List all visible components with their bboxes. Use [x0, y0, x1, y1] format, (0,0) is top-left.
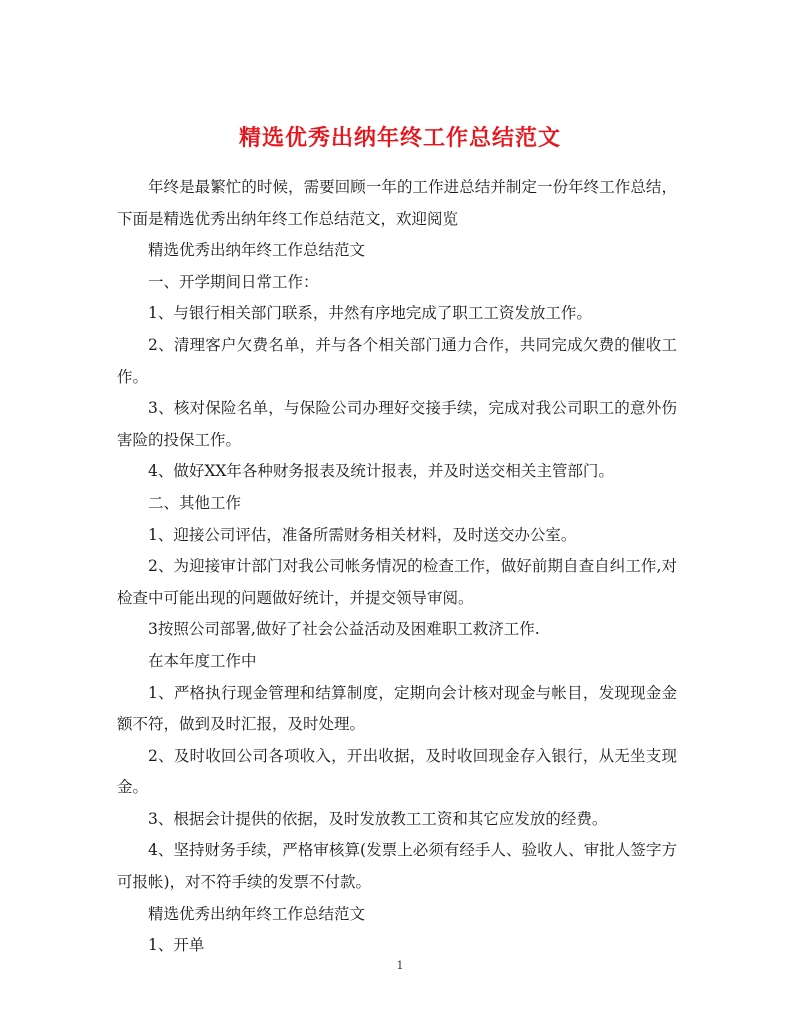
section-heading: 精选优秀出纳年终工作总结范文 — [148, 904, 366, 923]
document-body — [117, 172, 677, 962]
list-item: 1、开单 — [148, 936, 205, 955]
list-item: 2、清理客户欠费名单，并与各个相关部门通力合作，共同完成欠费的催收工作。 — [117, 335, 677, 386]
section-heading: 在本年度工作中 — [148, 651, 257, 670]
list-item: 1、迎接公司评估，准备所需财务相关材料，及时送交办公室。 — [148, 525, 577, 544]
page-number: 1 — [396, 959, 404, 972]
document-title: 精选优秀出纳年终工作总结范文 — [238, 124, 561, 151]
list-item: 2、及时收回公司各项收入，开出收据，及时收回现金存入银行，从无坐支现金。 — [117, 746, 677, 797]
list-item: 1、与银行相关部门联系，井然有序地完成了职工工资发放工作。 — [148, 304, 592, 323]
list-item: 4、做好XX年各种财务报表及统计报表，并及时送交相关主管部门。 — [148, 462, 614, 481]
list-item: 2、为迎接审计部门对我公司帐务情况的检查工作，做好前期自查自纠工作,对检查中可能出现的问题做好统计，并提交领导审阅。 — [117, 557, 677, 607]
list-item: 1、严格执行现金管理和结算制度，定期向会计核对现金与帐目，发现现金金额不符，做到及时汇报，及时处理。 — [117, 683, 677, 734]
list-item: 3、核对保险名单，与保险公司办理好交接手续，完成对我公司职工的意外伤害险的投保工作。 — [117, 399, 677, 449]
list-item: 4、坚持财务手续，严格审核算(发票上必须有经手人、验收人、审批人签字方可报帐)，对不符手续的发票不付款。 — [117, 841, 677, 892]
section-heading: 精选优秀出纳年终工作总结范文 — [148, 241, 366, 260]
section-heading: 二、其他工作 — [148, 493, 242, 512]
section-heading: 一、开学期间日常工作： — [148, 272, 319, 291]
list-item: 3、根据会计提供的依据，及时发放教工工资和其它应发放的经费。 — [148, 809, 608, 828]
intro-paragraph: 年终是最繁忙的时候，需要回顾一年的工作进总结并制定一份年终工作总结，下面是精选优秀出纳年终工作总结范文，欢迎阅览 — [117, 178, 677, 228]
list-item: 3按照公司部署,做好了社会公益活动及困难职工救济工作. — [148, 620, 540, 639]
